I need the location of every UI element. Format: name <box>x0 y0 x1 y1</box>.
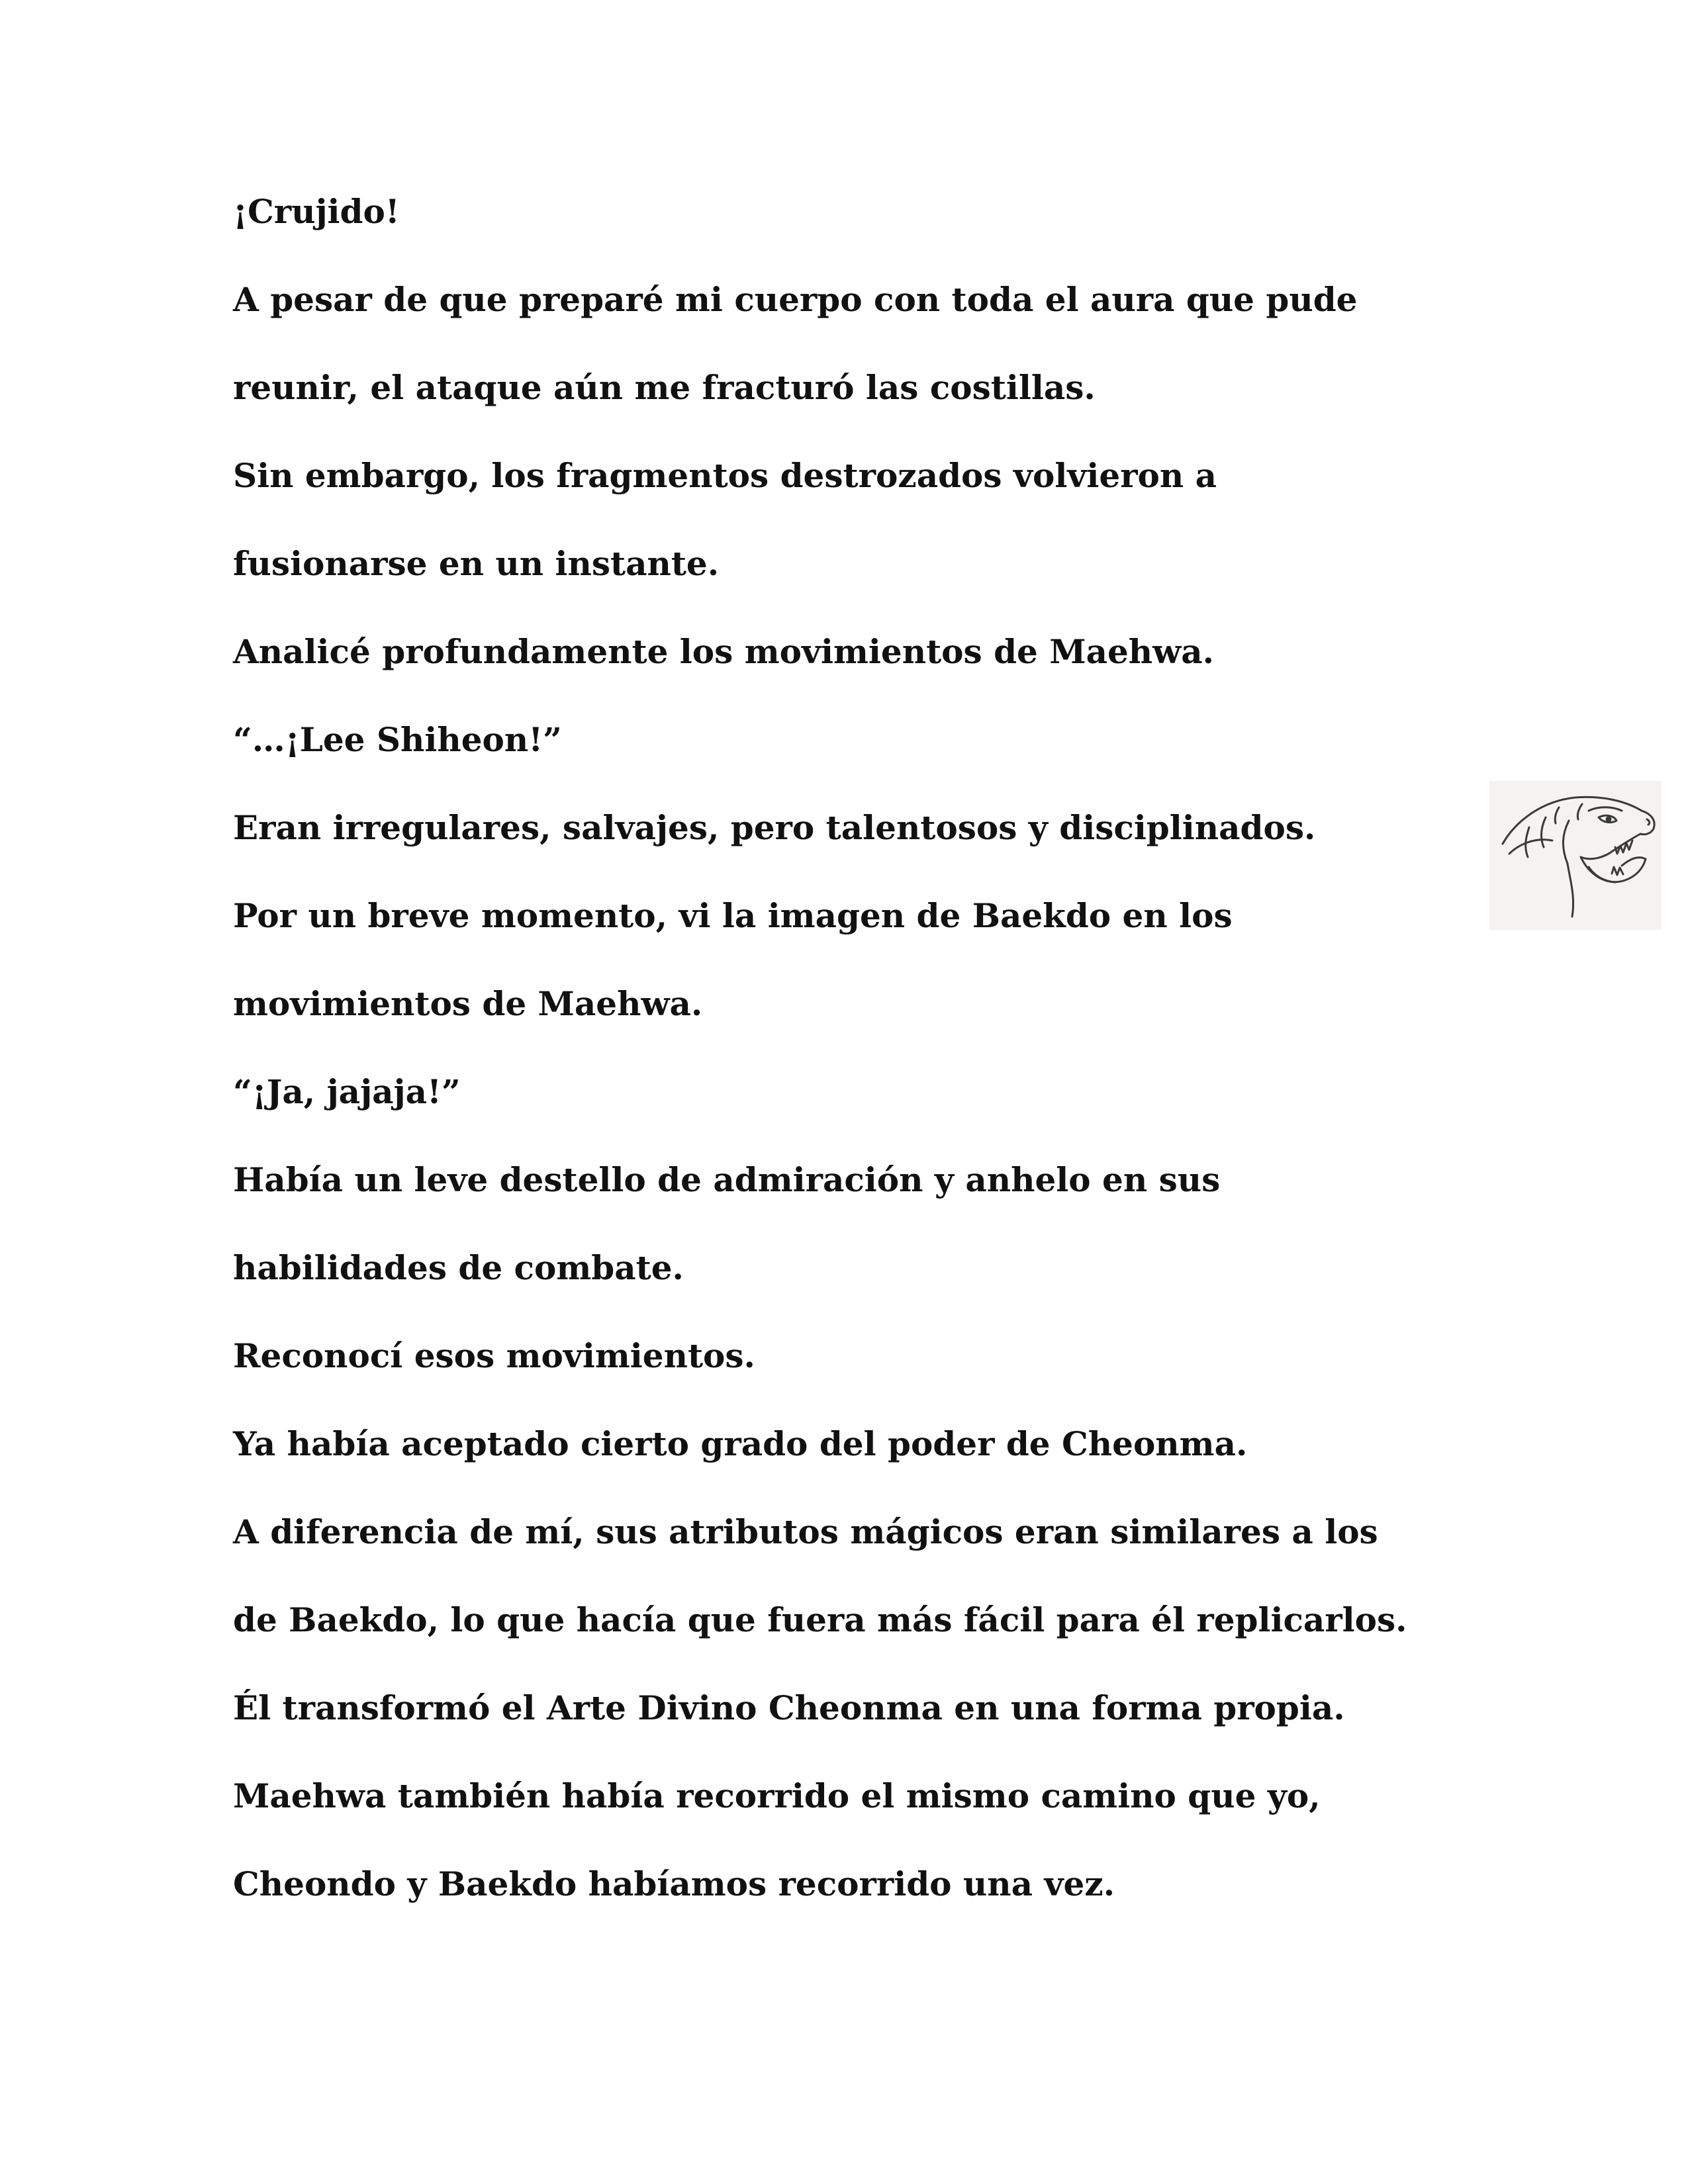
text-line: ¡Crujido! <box>233 192 400 231</box>
text-line: Maehwa también había recorrido el mismo camino que yo, <box>233 1776 1321 1815</box>
dinosaur-head-icon <box>1489 781 1662 930</box>
text-line: movimientos de Maehwa. <box>233 984 703 1023</box>
text-line: A pesar de que preparé mi cuerpo con toda el aura que pude <box>233 280 1358 319</box>
text-line: de Baekdo, lo que hacía que fuera más fácil para él replicarlos. <box>233 1600 1407 1639</box>
text-line: habilidades de combate. <box>233 1248 684 1287</box>
text-line: fusionarse en un instante. <box>233 544 720 583</box>
text-line: “¡Ja, jajaja!” <box>233 1072 461 1111</box>
text-line: Reconocí esos movimientos. <box>233 1336 755 1375</box>
text-line: Sin embargo, los fragmentos destrozados volvieron a <box>233 456 1217 495</box>
text-line: Él transformó el Arte Divino Cheonma en una forma propia. <box>233 1688 1345 1727</box>
text-line: Analicé profundamente los movimientos de Maehwa. <box>233 632 1215 671</box>
text-line: reunir, el ataque aún me fracturó las costillas. <box>233 368 1096 407</box>
text-line: Ya había aceptado cierto grado del poder de Cheonma. <box>233 1424 1248 1463</box>
text-line: Había un leve destello de admiración y anhelo en sus <box>233 1160 1221 1199</box>
text-line: A diferencia de mí, sus atributos mágicos eran similares a los <box>233 1512 1378 1551</box>
text-line: “…¡Lee Shiheon!” <box>233 720 562 759</box>
text-line: Por un breve momento, vi la imagen de Baekdo en los <box>233 896 1233 935</box>
text-line: Cheondo y Baekdo habíamos recorrido una vez. <box>233 1864 1115 1903</box>
text-line: Eran irregulares, salvajes, pero talentosos y disciplinados. <box>233 808 1316 847</box>
